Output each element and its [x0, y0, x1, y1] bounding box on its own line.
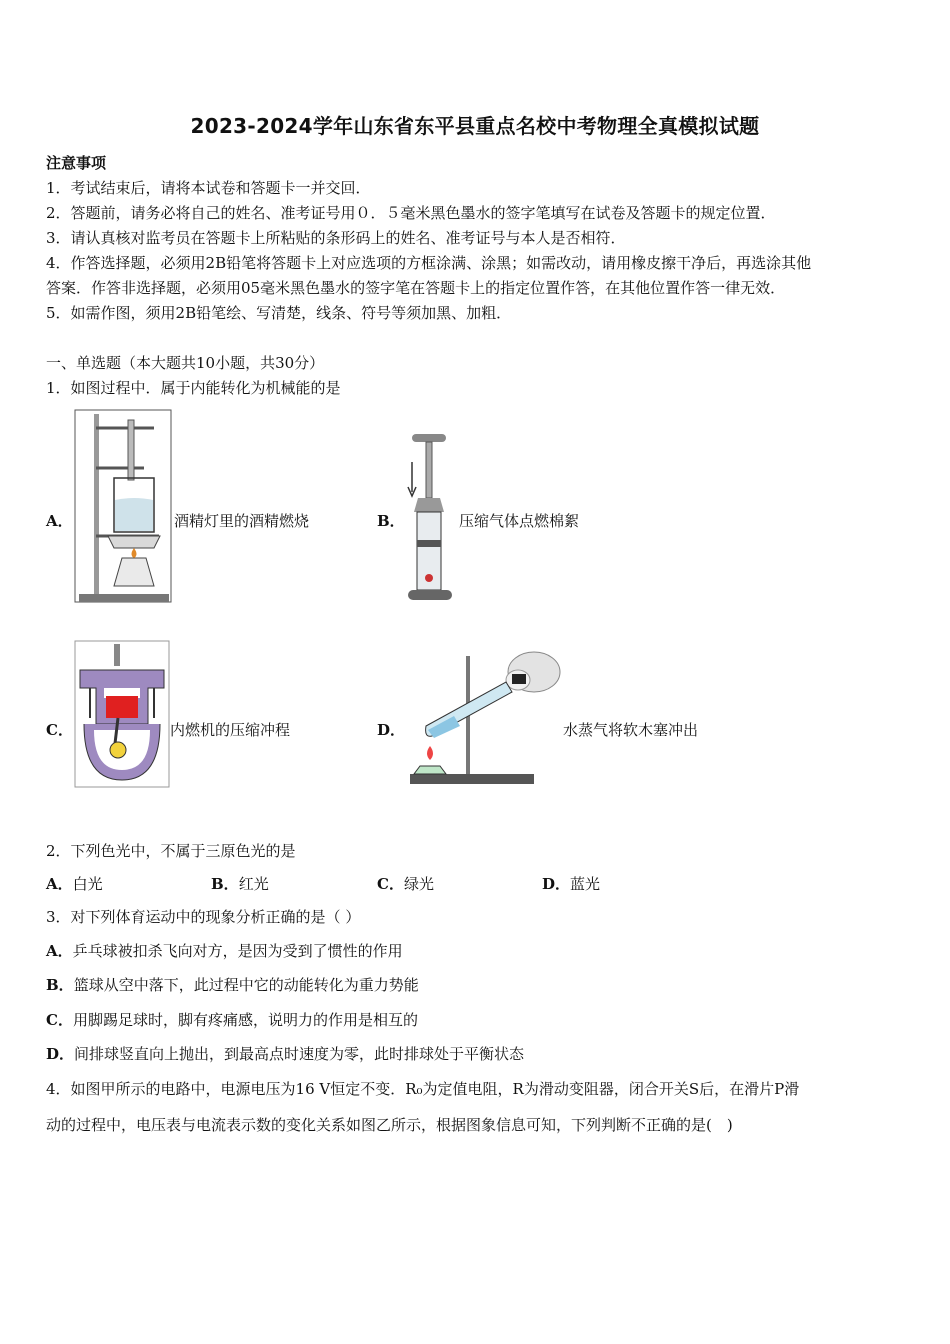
q3-option-c-label: C．: [46, 1011, 73, 1029]
q3-option-b: [46, 974, 419, 995]
q4-stem-line-2: 动的过程中，电压表与电流表示数的变化关系如图乙所示，根据图象信息可知，下列判断不正确的是( ): [46, 1116, 733, 1134]
q2-option-c: [377, 873, 434, 894]
q2-option-a-text: 白光: [72, 875, 103, 893]
q2-option-a: [46, 873, 103, 894]
q1-option-d-text: 水蒸气将软木塞冲出: [563, 721, 699, 739]
notice-item-1: 1．考试结束后，请将本试卷和答题卡一并交回．: [46, 179, 371, 197]
notice-item-4-cont: 答案．作答非选择题，必须用05毫米黑色墨水的签字笔在答题卡上的指定位置作答，在其他位置作答一律无效．: [46, 279, 786, 297]
q2-option-d-label: D．: [542, 875, 571, 893]
q1-stem: 1．如图过程中．属于内能转化为机械能的是: [46, 379, 341, 397]
q3-option-d-text: 间排球竖直向上抛出，到最高点时速度为零，此时排球处于平衡状态: [74, 1045, 525, 1063]
q2-option-d-text: 蓝光: [570, 875, 601, 893]
alcohol-lamp-stand-figure: [74, 408, 174, 606]
q3-option-c-text: 用脚踢足球时，脚有疼痛感，说明力的作用是相互的: [72, 1011, 418, 1029]
q1-option-a-label: A．: [46, 512, 73, 530]
q2-option-c-label: C．: [377, 875, 404, 893]
air-piston-figure: [400, 432, 462, 604]
q2-option-c-text: 绿光: [403, 875, 434, 893]
q2-option-b-label: B．: [211, 875, 239, 893]
q3-option-d-label: D．: [46, 1045, 75, 1063]
q1-option-a-text: 酒精灯里的酒精燃烧: [174, 512, 310, 530]
q3-option-c: [46, 1009, 418, 1030]
q3-option-d: [46, 1043, 524, 1064]
q1-option-b-label: B．: [377, 512, 405, 530]
engine-compression-stroke-figure: [74, 640, 170, 788]
q3-option-a-label: A．: [46, 942, 73, 960]
q3-option-a: [46, 940, 403, 961]
q1-option-b-text: 压缩气体点燃棉絮: [459, 512, 580, 530]
notice-item-5: 5．如需作图，须用2B铅笔绘、写清楚，线条、符号等须加黑、加粗．: [46, 304, 512, 322]
q2-option-a-label: A．: [46, 875, 73, 893]
q2-option-b-text: 红光: [238, 875, 269, 893]
q3-option-a-text: 乒乓球被扣杀飞向对方，是因为受到了惯性的作用: [72, 942, 403, 960]
notice-item-2: 2．答题前，请务必将自己的姓名、准考证号用０．５毫米黑色墨水的签字笔填写在试卷及答题卡的规定位置．: [46, 204, 776, 222]
q3-option-b-label: B．: [46, 976, 74, 994]
notice-heading: 注意事项: [46, 154, 107, 172]
q3-option-b-text: 篮球从空中落下，此过程中它的动能转化为重力势能: [73, 976, 419, 994]
q1-option-c-text: 内燃机的压缩冲程: [170, 721, 291, 739]
q1-option-c-label: C．: [46, 721, 73, 739]
q2-option-b: [211, 873, 269, 894]
q2-option-d: [542, 873, 600, 894]
notice-item-4: 4．作答选择题，必须用2B铅笔将答题卡上对应选项的方框涂满、涂黑；如需改动，请用橡皮擦干净后，再选涂其他: [46, 254, 812, 272]
page-title: 2023-2024学年山东省东平县重点名校中考物理全真模拟试题: [190, 114, 760, 138]
q3-stem: 3．对下列体育运动中的现象分析正确的是（ ）: [46, 908, 361, 926]
q1-option-d-label: D．: [377, 721, 406, 739]
q4-stem-line-1: 4．如图甲所示的电路中，电源电压为16 V恒定不变．R₀为定值电阻，R为滑动变阻器，闭合开关S后，在滑片P滑: [46, 1080, 800, 1098]
test-tube-steam-figure: [406, 646, 562, 788]
section-heading: 一、单选题（本大题共10小题，共30分）: [46, 354, 325, 372]
q2-stem: 2．下列色光中，不属于三原色光的是: [46, 842, 296, 860]
notice-item-3: 3．请认真核对监考员在答题卡上所粘贴的条形码上的姓名、准考证号与本人是否相符．: [46, 229, 626, 247]
